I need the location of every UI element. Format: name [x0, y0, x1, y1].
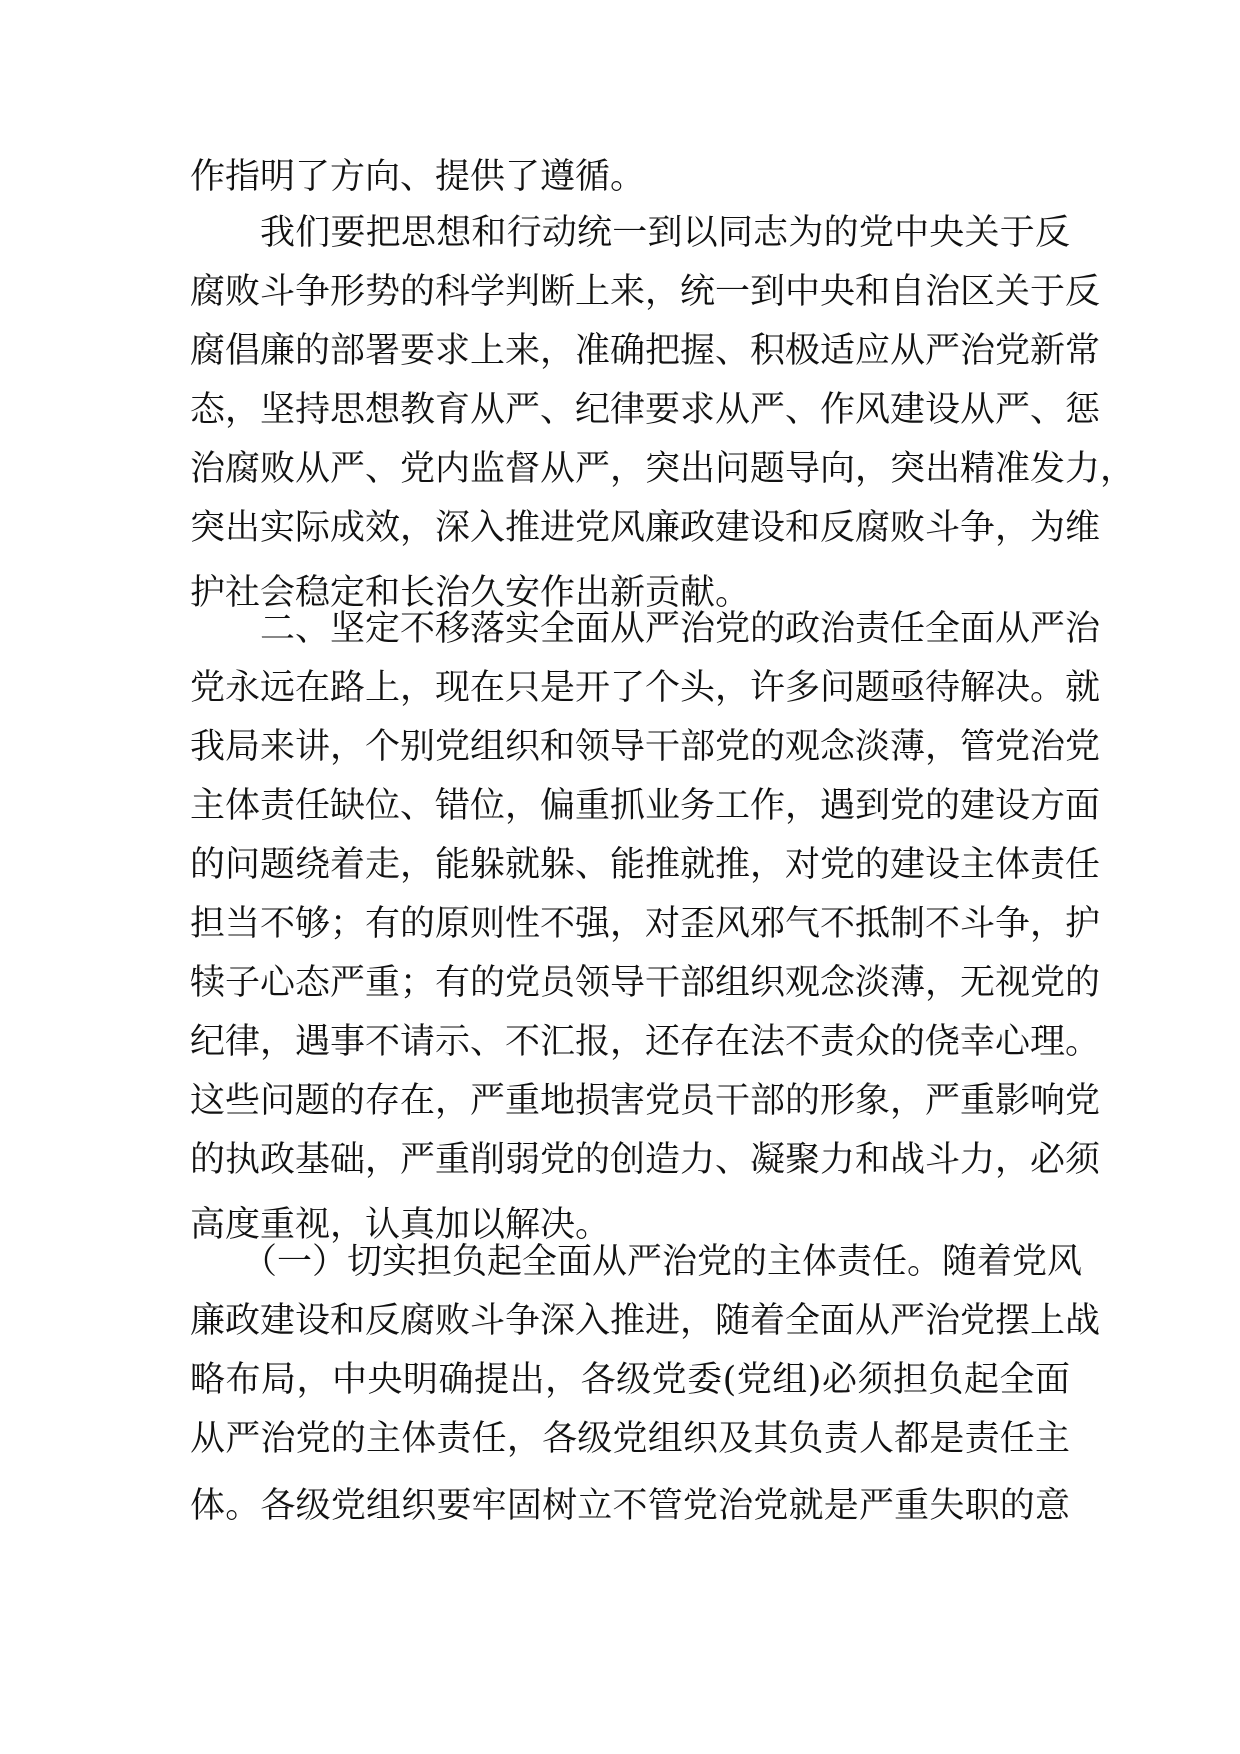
text-line: 我局来讲，个别党组织和领导干部党的观念淡薄，管党治党: [190, 727, 1101, 767]
text-line: （一）切实担负起全面从严治党的主体责任。随着党风: [242, 1242, 1083, 1282]
text-line: 犊子心态严重；有的党员领导干部组织观念淡薄，无视党的: [190, 963, 1101, 1003]
text-line: 从严治党的主体责任，各级党组织及其负责人都是责任主: [190, 1419, 1070, 1459]
text-line: 态，坚持思想教育从严、纪律要求从严、作风建设从严、惩: [190, 390, 1101, 430]
text-line: 主体责任缺位、错位，偏重抓业务工作，遇到党的建设方面: [190, 786, 1101, 826]
text-line: 护社会稳定和长治久安作出新贡献。: [190, 573, 751, 613]
text-line: 的问题绕着走，能躲就躲、能推就推，对党的建设主体责任: [190, 845, 1101, 885]
text-line: 党永远在路上，现在只是开了个头，许多问题亟待解决。就: [190, 668, 1101, 708]
text-line: 体。各级党组织要牢固树立不管党治党就是严重失职的意: [190, 1486, 1070, 1526]
text-line: 担当不够；有的原则性不强，对歪风邪气不抵制不斗争，护: [190, 904, 1101, 944]
text-line: 略布局，中央明确提出，各级党委(党组)必须担负起全面: [190, 1360, 1070, 1400]
text-line: 作指明了方向、提供了遵循。: [190, 157, 646, 197]
text-line: 的执政基础，严重削弱党的创造力、凝聚力和战斗力，必须: [190, 1140, 1101, 1180]
text-line: 腐败斗争形势的科学判断上来，统一到中央和自治区关于反: [190, 272, 1101, 312]
paragraph-unify-thought: [190, 204, 1136, 623]
text-line: 腐倡廉的部署要求上来，准确把握、积极适应从严治党新常: [190, 331, 1101, 371]
text-line: 这些问题的存在，严重地损害党员干部的形象，严重影响党: [190, 1081, 1101, 1121]
text-line: 治腐败从严、党内监督从严，突出问题导向，突出精准发力，: [190, 449, 1136, 489]
paragraph-section-two: [190, 600, 1101, 1255]
paragraph-continuation: [190, 148, 1070, 207]
text-line: 我们要把思想和行动统一到以同志为的党中央关于反: [260, 213, 1070, 253]
paragraph-subsection-one: [190, 1233, 1101, 1536]
text-line: 廉政建设和反腐败斗争深入推进，随着全面从严治党摆上战: [190, 1301, 1101, 1341]
text-line: 纪律，遇事不请示、不汇报，还存在法不责众的侥幸心理。: [190, 1022, 1101, 1062]
text-line: 突出实际成效，深入推进党风廉政建设和反腐败斗争，为维: [190, 508, 1101, 548]
text-line: 二、坚定不移落实全面从严治党的政治责任全面从严治: [260, 609, 1101, 649]
text-line: 高度重视，认真加以解决。: [190, 1205, 611, 1245]
